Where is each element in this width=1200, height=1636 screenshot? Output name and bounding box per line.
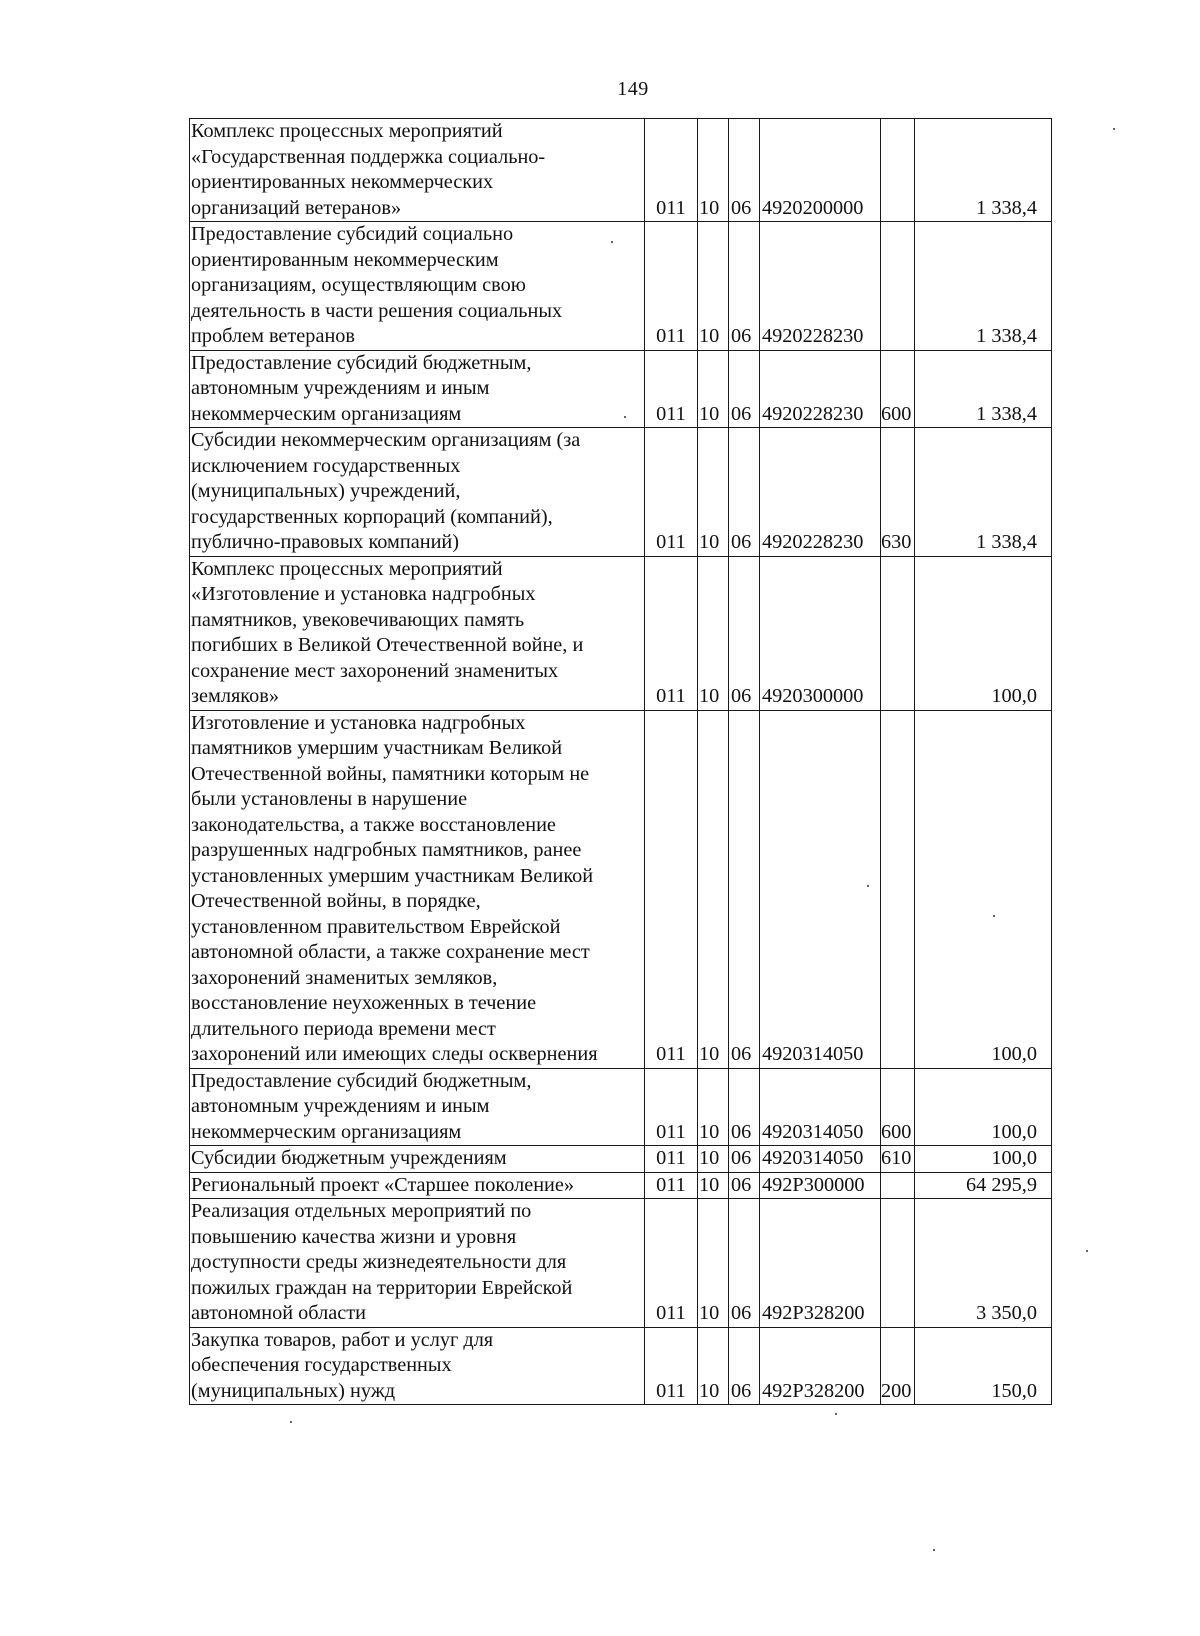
row-name [190, 1327, 645, 1405]
row-section-code: 10 [698, 119, 729, 222]
scan-speck [867, 885, 869, 887]
row-name-text: Субсидии некоммерческим организациям (за исключением государственных (муниципальных) учреждений, государственных корпораций (компаний), публично-правовых компаний) [191, 429, 581, 553]
row-name-text: Реализация отдельных мероприятий по повышению качества жизни и уровня доступности среды жизнедеятельности для пожилых граждан на территории Еврейской автономной области [191, 1200, 573, 1324]
row-ministry-code: 011 [645, 222, 698, 351]
row-expense-type [881, 119, 915, 222]
table-body [190, 119, 1052, 1405]
scan-speck [624, 416, 626, 418]
row-amount: 100,0 [915, 1146, 1052, 1173]
row-ministry-code: 011 [645, 119, 698, 222]
row-name-text: Комплекс процессных мероприятий «Изготовление и установка надгробных памятников, увековечивающих память погибших в Великой Отечественной войне, и сохранение мест захоронений знаменитых земляков» [191, 557, 584, 707]
row-section-code: 10 [698, 1068, 729, 1146]
row-name [190, 1172, 645, 1199]
row-name [190, 556, 645, 710]
row-name-text: Региональный проект «Старшее поколение» [191, 1173, 575, 1196]
row-subsection-code: 06 [729, 1172, 760, 1199]
row-name [190, 222, 645, 351]
row-subsection-code: 06 [729, 1146, 760, 1173]
row-name-text: Предоставление субсидий социально ориентированным некоммерческим организациям, осуществляющим свою деятельность в части решения социальных проблем ветеранов [191, 223, 563, 347]
row-amount: 3 350,0 [915, 1199, 1052, 1328]
row-ministry-code: 011 [645, 710, 698, 1068]
row-target-article: 4920300000 [760, 556, 881, 710]
row-subsection-code: 06 [729, 1199, 760, 1328]
scan-speck [611, 241, 613, 243]
table-row [190, 556, 1052, 710]
row-section-code: 10 [698, 428, 729, 557]
row-ministry-code: 011 [645, 428, 698, 557]
row-subsection-code: 06 [729, 428, 760, 557]
row-subsection-code: 06 [729, 1327, 760, 1405]
row-name [190, 1068, 645, 1146]
table-row [190, 1068, 1052, 1146]
row-name-text: Субсидии бюджетным учреждениям [191, 1147, 507, 1169]
row-target-article: 4920314050 [760, 710, 881, 1068]
row-ministry-code: 011 [645, 350, 698, 428]
row-target-article: 4920228230 [760, 428, 881, 557]
row-amount: 1 338,4 [915, 119, 1052, 222]
row-ministry-code: 011 [645, 556, 698, 710]
row-section-code: 10 [698, 1199, 729, 1328]
row-amount: 100,0 [915, 556, 1052, 710]
row-amount: 1 338,4 [915, 350, 1052, 428]
table-row [190, 710, 1052, 1068]
row-section-code: 10 [698, 710, 729, 1068]
row-section-code: 10 [698, 1327, 729, 1405]
row-expense-type: 630 [881, 428, 915, 557]
row-name [190, 428, 645, 557]
row-amount: 1 338,4 [915, 428, 1052, 557]
row-ministry-code: 011 [645, 1172, 698, 1199]
row-target-article: 4920314050 [760, 1068, 881, 1146]
scan-speck [993, 915, 995, 917]
row-name-text: Закупка товаров, работ и услуг для обеспечения государственных (муниципальных) нужд [191, 1328, 494, 1402]
row-expense-type: 600 [881, 350, 915, 428]
row-amount: 150,0 [915, 1327, 1052, 1405]
row-expense-type: 600 [881, 1068, 915, 1146]
row-expense-type [881, 222, 915, 351]
row-subsection-code: 06 [729, 1068, 760, 1146]
table-row [190, 428, 1052, 557]
row-name [190, 350, 645, 428]
row-expense-type: 610 [881, 1146, 915, 1173]
row-expense-type [881, 1172, 915, 1199]
row-subsection-code: 06 [729, 710, 760, 1068]
row-target-article: 4920314050 [760, 1146, 881, 1173]
row-section-code: 10 [698, 222, 729, 351]
table-row [190, 1199, 1052, 1328]
budget-table [189, 118, 1052, 1405]
scan-speck [933, 1549, 935, 1551]
scan-speck [1086, 1250, 1088, 1252]
row-ministry-code: 011 [645, 1068, 698, 1146]
row-target-article: 492P328200 [760, 1199, 881, 1328]
table-row [190, 119, 1052, 222]
scan-speck [835, 1413, 837, 1415]
row-target-article: 4920200000 [760, 119, 881, 222]
scan-speck [290, 1421, 292, 1423]
row-name-text: Изготовление и установка надгробных памятников умершим участникам Великой Отечественной войны, памятники которым не были установлены в нарушение законодательства, а также восстановление разрушенных надгробных памятников, ранее установленных умершим участникам Великой Отечественной войны, в порядке, установленном правительством Еврейской автономной области, а также сохранение мест захоронений знаменитых земляков, восстановление неухоженных в течение длительного периода времени мест захоронений или имеющих следы осквернения [191, 711, 598, 1065]
row-target-article: 4920228230 [760, 222, 881, 351]
row-subsection-code: 06 [729, 119, 760, 222]
row-subsection-code: 06 [729, 350, 760, 428]
row-name-text: Предоставление субсидий бюджетным, автономным учреждениям и иным некоммерческим организациям [191, 1069, 532, 1143]
row-expense-type: 200 [881, 1327, 915, 1405]
table-row [190, 1146, 1052, 1173]
row-amount: 1 338,4 [915, 222, 1052, 351]
row-amount: 100,0 [915, 1068, 1052, 1146]
row-name [190, 710, 645, 1068]
table-row [190, 350, 1052, 428]
table-row [190, 222, 1052, 351]
row-target-article: 492P328200 [760, 1327, 881, 1405]
row-ministry-code: 011 [645, 1199, 698, 1328]
row-amount: 100,0 [915, 710, 1052, 1068]
table-row [190, 1172, 1052, 1199]
row-section-code: 10 [698, 1146, 729, 1173]
page-number: 149 [617, 78, 649, 100]
row-expense-type [881, 1199, 915, 1328]
row-name-text: Комплекс процессных мероприятий «Государственная поддержка социально- ориентированных некоммерческих организаций ветеранов» [191, 120, 546, 219]
row-subsection-code: 06 [729, 556, 760, 710]
scan-speck [1113, 128, 1115, 130]
row-expense-type [881, 556, 915, 710]
row-amount: 64 295,9 [915, 1172, 1052, 1199]
row-target-article: 492P300000 [760, 1172, 881, 1199]
table-row [190, 1327, 1052, 1405]
row-name-text: Предоставление субсидий бюджетным, автономным учреждениям и иным некоммерческим организациям [191, 351, 532, 425]
row-expense-type [881, 710, 915, 1068]
row-name [190, 1199, 645, 1328]
row-name [190, 119, 645, 222]
row-subsection-code: 06 [729, 222, 760, 351]
row-name [190, 1146, 645, 1173]
row-ministry-code: 011 [645, 1146, 698, 1173]
row-section-code: 10 [698, 556, 729, 710]
row-target-article: 4920228230 [760, 350, 881, 428]
row-ministry-code: 011 [645, 1327, 698, 1405]
row-section-code: 10 [698, 1172, 729, 1199]
row-section-code: 10 [698, 350, 729, 428]
